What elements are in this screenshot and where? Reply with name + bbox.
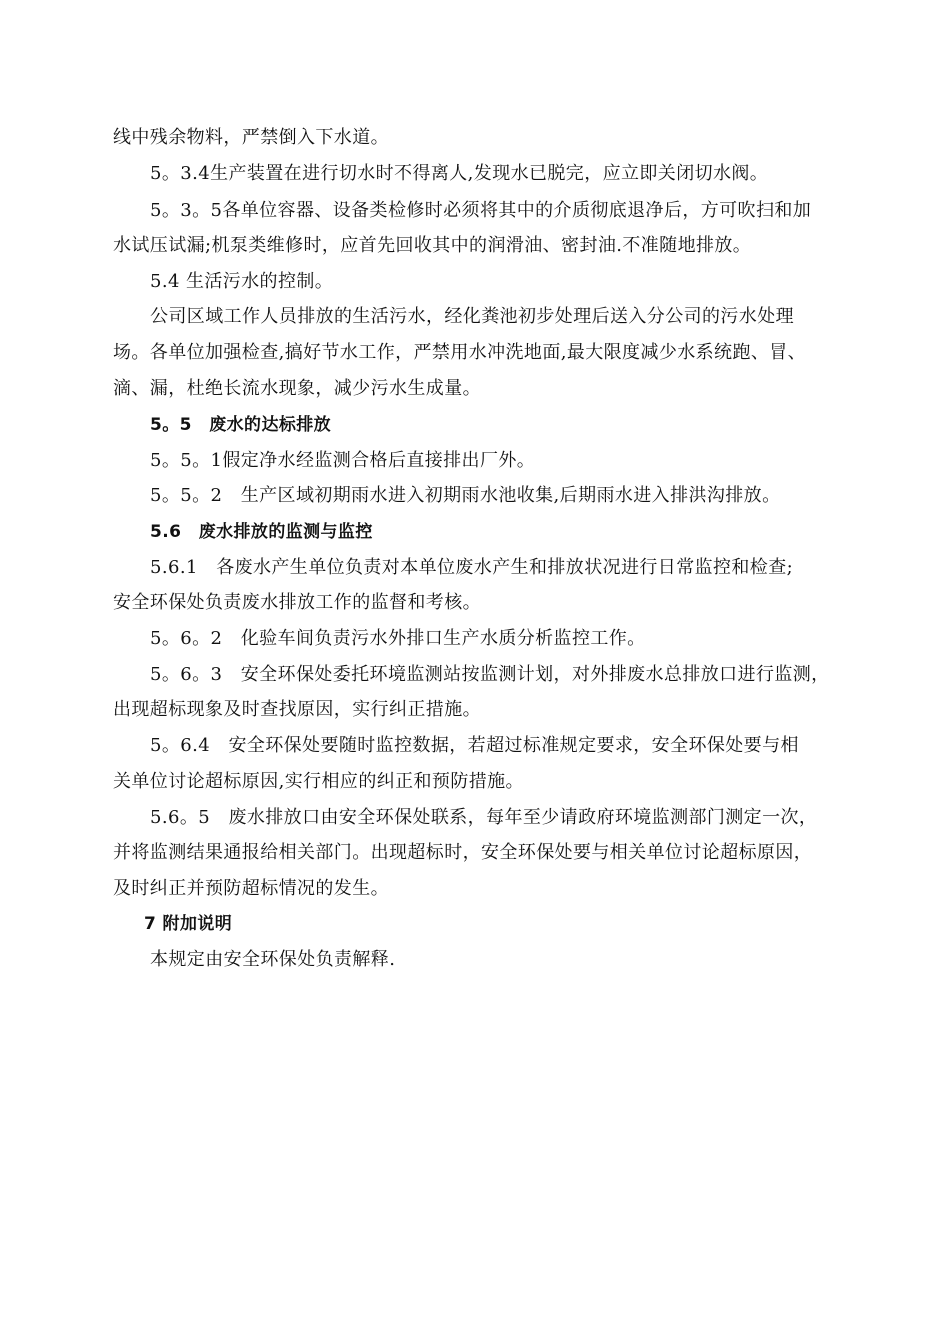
text-line: 线中残余物料，严禁倒入下水道。: [113, 127, 389, 148]
text-line: 场。各单位加强检查,搞好节水工作，严禁用水冲洗地面,最大限度减少水系统跑、冒、: [113, 342, 807, 363]
text-line: 5。6.4 安全环保处要随时监控数据，若超过标准规定要求，安全环保处要与相: [150, 735, 799, 756]
text-line: 公司区域工作人员排放的生活污水，经化粪池初步处理后送入分公司的污水处理: [150, 306, 794, 327]
section-heading: 5。5 废水的达标排放: [150, 415, 332, 435]
text-line: 关单位讨论超标原因,实行相应的纠正和预防措施。: [113, 771, 524, 792]
text-line: 5。3.4生产装置在进行切水时不得离人,发现水已脱完，应立即关闭切水阀。: [150, 163, 769, 184]
text-line: 5。5。2 生产区域初期雨水进入初期雨水池收集,后期雨水进入排洪沟排放。: [150, 485, 781, 506]
text-line: 水试压试漏;机泵类维修时，应首先回收其中的润滑油、密封油.不准随地排放。: [113, 235, 752, 256]
text-line: 5。6。3 安全环保处委托环境监测站按监测计划，对外排废水总排放口进行监测，: [150, 664, 830, 685]
text-line: 出现超标现象及时查找原因，实行纠正措施。: [113, 699, 481, 720]
text-line: 5.6。5 废水排放口由安全环保处联系，每年至少请政府环境监测部门测定一次，: [150, 807, 818, 828]
text-line: 并将监测结果通报给相关部门。出现超标时，安全环保处要与相关单位讨论超标原因，: [113, 842, 813, 863]
text-line: 5。6。2 化验车间负责污水外排口生产水质分析监控工作。: [150, 628, 646, 649]
section-heading: 5.6 废水排放的监测与监控: [150, 522, 373, 542]
text-line: 及时纠正并预防超标情况的发生。: [113, 878, 389, 899]
text-line: 本规定由安全环保处负责解释.: [150, 949, 396, 970]
text-line: 5.6.1 各废水产生单位负责对本单位废水产生和排放状况进行日常监控和检查;: [150, 557, 794, 578]
section-heading: 7 附加说明: [144, 914, 233, 934]
section-heading: 5.4 生活污水的控制。: [150, 271, 334, 292]
text-line: 滴、漏，杜绝长流水现象，减少污水生成量。: [113, 378, 481, 399]
text-line: 安全环保处负责废水排放工作的监督和考核。: [113, 592, 481, 613]
text-line: 5。5。1假定净水经监测合格后直接排出厂外。: [150, 450, 536, 471]
text-line: 5。3。5各单位容器、设备类检修时必须将其中的介质彻底退净后，方可吹扫和加: [150, 200, 812, 221]
